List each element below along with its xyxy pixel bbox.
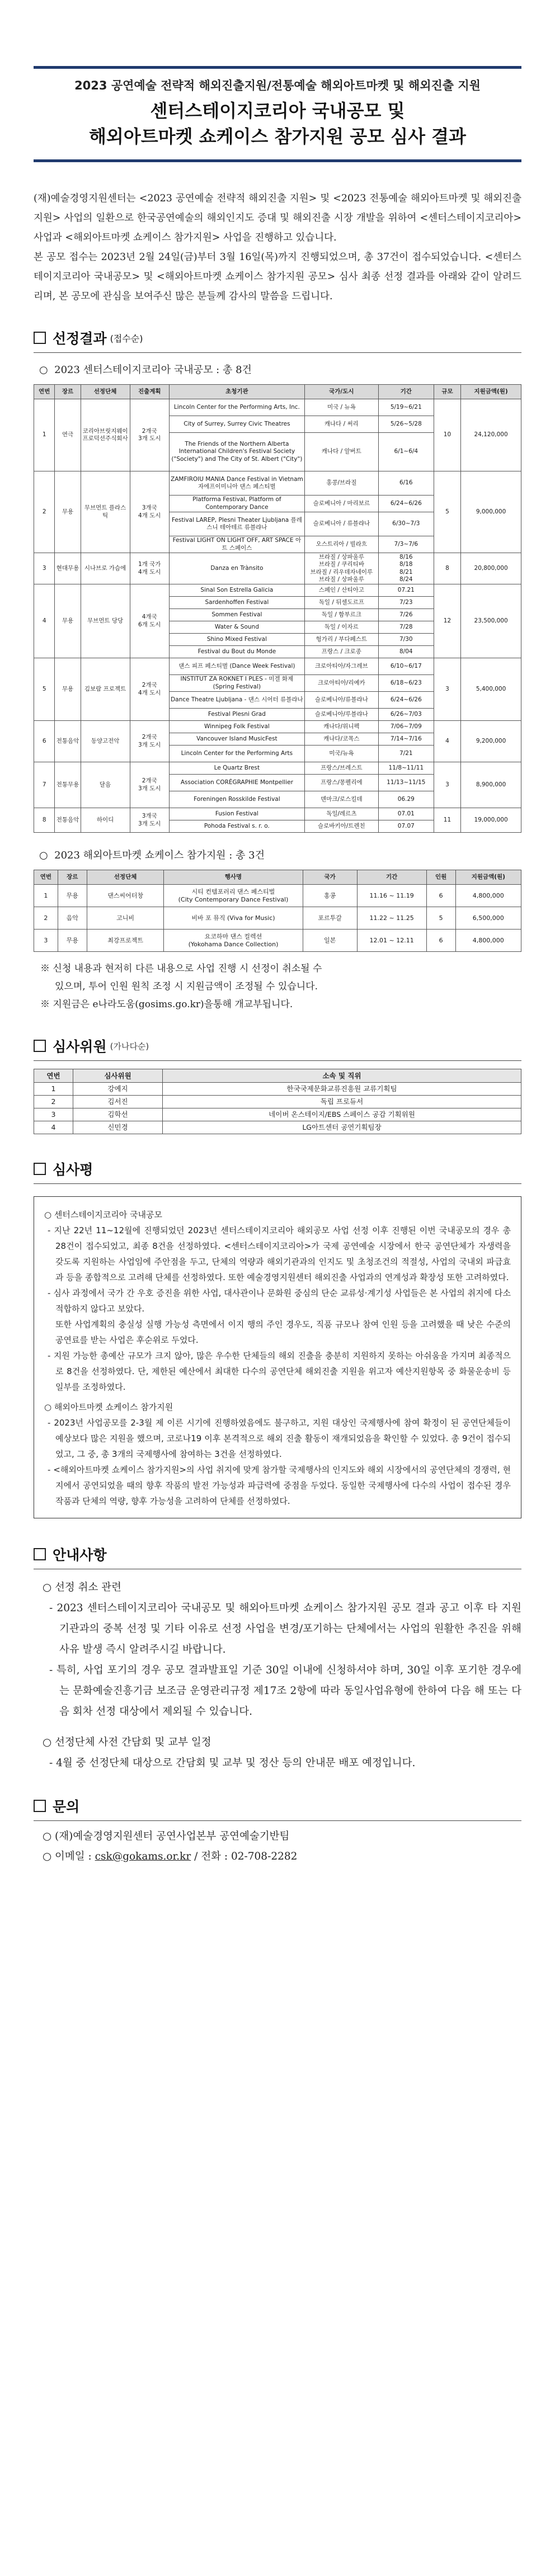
cell-period: 11/8~11/11 bbox=[378, 762, 434, 775]
cell-amount: 9,000,000 bbox=[461, 471, 521, 553]
cell-organization: 하이디 bbox=[81, 808, 130, 833]
cell-amount: 19,000,000 bbox=[461, 808, 521, 833]
cell-plan: 3개국 4개 도시 bbox=[130, 471, 169, 553]
cell-organization: 무브먼트 당당 bbox=[81, 584, 130, 658]
cell-period: 07.01 bbox=[378, 808, 434, 820]
contact-section bbox=[34, 1796, 521, 1867]
section-note: (가나다순) bbox=[110, 1041, 149, 1051]
cell-amount: 4,800,000 bbox=[455, 885, 521, 907]
cell-genre: 무용 bbox=[55, 584, 81, 658]
cell-scale: 11 bbox=[434, 808, 460, 833]
column-header: 기간 bbox=[378, 385, 434, 399]
cell-period: 8/04 bbox=[378, 646, 434, 658]
cell-city: 독일/레르츠 bbox=[304, 808, 378, 820]
cell-number: 7 bbox=[34, 762, 55, 808]
square-bullet-icon bbox=[34, 1040, 46, 1052]
cell-scale: 4 bbox=[434, 721, 460, 762]
square-bullet-icon bbox=[34, 1163, 46, 1175]
cell-scale: 12 bbox=[434, 584, 460, 658]
cell-genre: 음악 bbox=[58, 907, 87, 930]
column-header: 국가/도시 bbox=[304, 385, 378, 399]
note-1: ※ 신청 내용과 현저히 다른 내용으로 사업 진행 시 선정이 취소될 수 bbox=[40, 963, 322, 974]
cell-plan: 2개국 3개 도시 bbox=[130, 762, 169, 808]
column-header: 선정단체 bbox=[81, 385, 130, 399]
cell-scale: 3 bbox=[434, 658, 460, 721]
cell-period: 6/10~6/17 bbox=[378, 658, 434, 675]
domestic-results-table bbox=[34, 384, 521, 833]
cell-city: 프랑스/몽펠리에 bbox=[304, 775, 378, 791]
cell-period: 07.07 bbox=[378, 820, 434, 833]
cell-period: 6/24~6/26 bbox=[378, 496, 434, 512]
section-note: (접수순) bbox=[110, 333, 143, 344]
cell-period: 8/16 8/18 8/21 8/24 bbox=[378, 553, 434, 584]
table-row bbox=[34, 1108, 521, 1121]
section-heading bbox=[34, 1036, 521, 1056]
subheading-domestic: ○ 2023 센터스테이지코리아 국내공모 : 총 8건 bbox=[39, 364, 252, 376]
cell-genre: 전통무용 bbox=[55, 762, 81, 808]
column-header: 지원금액(원) bbox=[455, 870, 521, 885]
section-rule bbox=[34, 352, 521, 353]
section-title: 선정결과 bbox=[53, 331, 107, 347]
cell-event: 시티 컨템포러리 댄스 페스티벌 (City Contemporary Dance Festival) bbox=[164, 885, 303, 907]
note-1-continued: 있으며, 투어 인원 원칙 조정 시 지원금액이 조정될 수 있습니다. bbox=[55, 981, 318, 992]
note-2: ※ 지원금은 e나라도움(gosims.go.kr)을통해 개교부됩니다. bbox=[40, 999, 293, 1010]
cell-organization: 댄스씨어터창 bbox=[87, 885, 164, 907]
cell-period: 7/28 bbox=[378, 621, 434, 634]
cell-host: Dance Theatre Ljubljana - 댄스 시어터 류블랴나 bbox=[169, 692, 304, 709]
title-subtitle: 2023 공연예술 전략적 해외진출지원/전통예술 해외아트마켓 및 해외진출 지원 bbox=[74, 79, 481, 92]
cell-amount: 6,500,000 bbox=[455, 907, 521, 930]
column-header: 소속 및 직위 bbox=[163, 1069, 521, 1083]
cell-genre: 무용 bbox=[58, 885, 87, 907]
cell-period: 6/16 bbox=[378, 471, 434, 496]
section-rule bbox=[34, 1183, 521, 1184]
column-header: 장르 bbox=[55, 385, 81, 399]
page bbox=[0, 66, 555, 2576]
cell-city: 헝가리 / 부다페스트 bbox=[304, 634, 378, 646]
cell-plan: 4개국 6개 도시 bbox=[130, 584, 169, 658]
cell-people: 6 bbox=[426, 930, 455, 952]
table-row bbox=[34, 907, 521, 930]
cell-city: 독일 / 이자르 bbox=[304, 621, 378, 634]
cell-plan: 1개 국가 4개 도시 bbox=[130, 553, 169, 584]
cell-host: Vancouver Island MusicFest bbox=[169, 733, 304, 746]
cell-number: 3 bbox=[34, 930, 58, 952]
title-line-2: 해외아트마켓 쇼케이스 참가지원 공모 심사 결과 bbox=[89, 126, 466, 147]
cell-affiliation: 독립 프로듀서 bbox=[163, 1096, 521, 1108]
cell-amount: 23,500,000 bbox=[461, 584, 521, 658]
table-row bbox=[34, 930, 521, 952]
cell-period: 11.22 ~ 11.25 bbox=[357, 907, 426, 930]
cell-number: 3 bbox=[34, 553, 55, 584]
review-heading-2: ○ 해외아트마켓 쇼케이스 참가지원 bbox=[44, 1402, 173, 1412]
cell-genre: 전통음악 bbox=[55, 808, 81, 833]
cell-period: 11.16 ~ 11.19 bbox=[357, 885, 426, 907]
review-paragraph: - 심사 과정에서 국가 간 우호 증진을 위한 사업, 대사관이나 문화원 중심의 단순 교류성·계기성 사업들은 본 사업의 취지에 다소 적합하지 않다고 보았다. bbox=[48, 1288, 511, 1314]
cell-number: 5 bbox=[34, 658, 55, 721]
cell-number: 8 bbox=[34, 808, 55, 833]
table-row bbox=[34, 553, 521, 584]
cell-number: 1 bbox=[34, 885, 58, 907]
cell-host: Le Quartz Brest bbox=[169, 762, 304, 775]
cell-genre: 현대무용 bbox=[55, 553, 81, 584]
cell-period: 7/23 bbox=[378, 597, 434, 609]
contact-org: ○ (재)예술경영지원센터 공연사업본부 공연예술기반팀 bbox=[43, 1830, 290, 1842]
column-header: 국가 bbox=[303, 870, 357, 885]
cell-plan: 3개국 3개 도시 bbox=[130, 808, 169, 833]
column-header: 연번 bbox=[34, 1069, 73, 1083]
cell-genre: 무용 bbox=[55, 658, 81, 721]
cell-host: Fusion Festival bbox=[169, 808, 304, 820]
cell-city: 캐나다 / 알버트 bbox=[304, 433, 378, 471]
section-heading bbox=[34, 1796, 521, 1816]
cell-country: 홍콩 bbox=[303, 885, 357, 907]
section-title: 문의 bbox=[53, 1799, 80, 1815]
cell-host: 댄스 피프 페스티벌 (Dance Week Festival) bbox=[169, 658, 304, 675]
cell-city: 프랑스 / 크로종 bbox=[304, 646, 378, 658]
cell-host: The Friends of the Northern Alberta International Children's Festival Society ("Society") and The City of St. Albert ("City") bbox=[169, 433, 304, 471]
guide-item: ○ 선정 취소 관련 bbox=[43, 1582, 122, 1593]
cell-number: 2 bbox=[34, 907, 58, 930]
cell-number: 3 bbox=[34, 1108, 73, 1121]
section-rule bbox=[34, 1820, 521, 1821]
column-header: 규모 bbox=[434, 385, 460, 399]
cell-number: 1 bbox=[34, 399, 55, 471]
cell-genre: 무용 bbox=[58, 930, 87, 952]
cell-city: 슬로베니아/루블랴나 bbox=[304, 709, 378, 721]
cell-host: Water & Sound bbox=[169, 621, 304, 634]
square-bullet-icon bbox=[34, 1800, 46, 1812]
judges-section bbox=[34, 1036, 521, 1134]
cell-scale: 5 bbox=[434, 471, 460, 553]
table-header-row bbox=[34, 1069, 521, 1083]
cell-organization: 무브먼트 플라스틱 bbox=[81, 471, 130, 553]
cell-people: 5 bbox=[426, 907, 455, 930]
cell-city: 슬로베니아/류블랴나 bbox=[304, 692, 378, 709]
cell-city: 크로아티아/리예카 bbox=[304, 675, 378, 692]
guide-body bbox=[34, 1577, 521, 1773]
cell-host: City of Surrey, Surrey Civic Theatres bbox=[169, 416, 304, 433]
subheading-text: 2023 센터스테이지코리아 국내공모 : 총 8건 bbox=[54, 364, 252, 376]
guide-detail: - 2023 센터스테이지코리아 국내공모 및 해외아트마켓 쇼케이스 참가지원 공모 결과 공고 이후 타 지원기관과의 중복 선정 및 기타 이유로 선정 사업을 변경/포기하는 단체에서는 사업의 원활한 추진을 위해 사유 발생 즉시 알려주시길 바랍니다. bbox=[49, 1602, 521, 1655]
cell-organization: 코리아브릿지웨이프로덕션주식회사 bbox=[81, 399, 130, 471]
cell-period: 5/26~5/28 bbox=[378, 416, 434, 433]
cell-host: INSTITUT ZA ROKNET I PLES - 미겔 화제 (Spring Festival) bbox=[169, 675, 304, 692]
cell-city: 미국 / 뉴욕 bbox=[304, 399, 378, 416]
cell-number: 4 bbox=[34, 584, 55, 658]
cell-judge-name: 김서진 bbox=[73, 1096, 163, 1108]
review-paragraph: - <해외아트마켓 쇼케이스 참가지원>의 사업 취지에 맞게 참가할 국제행사의 인지도와 해외 시장에서의 공연단체의 경쟁력, 현지에서 공연되었을 때의 향후 작품의 발전 가능성과 파급력에 중점을 두었다. 동일한 국제행사에 다수의 사업이 접수된 경우 작품과 단체의 역량, 향후 가능성을 고려하여 단체를 선정하였다. bbox=[48, 1465, 511, 1506]
section-title: 안내사항 bbox=[53, 1547, 107, 1563]
table-row bbox=[34, 584, 521, 597]
cell-host: Pohoda Festival s. r. o. bbox=[169, 820, 304, 833]
cell-city: 브라질 / 상파울루 브라질 / 쿠리티바 브라질 / 리우데자네이루 브라질 / 상파울루 bbox=[304, 553, 378, 584]
cell-period: 6/26~7/03 bbox=[378, 709, 434, 721]
cell-organization: 달음 bbox=[81, 762, 130, 808]
cell-affiliation: 네이버 온스테이지/EBS 스페이스 공감 기획위원 bbox=[163, 1108, 521, 1121]
column-header: 진출계획 bbox=[130, 385, 169, 399]
cell-event: 비바 포 뮤직 (Viva for Music) bbox=[164, 907, 303, 930]
cell-period: 5/19~6/21 bbox=[378, 399, 434, 416]
cell-host: Shino Mixed Festival bbox=[169, 634, 304, 646]
cell-city: 독일 / 함부르크 bbox=[304, 609, 378, 621]
section-heading bbox=[34, 1544, 521, 1564]
cell-period: 12.01 ~ 12.11 bbox=[357, 930, 426, 952]
cell-affiliation: 한국국제문화교류진흥원 교류기획팀 bbox=[163, 1083, 521, 1096]
cell-city: 캐나다/위니펙 bbox=[304, 721, 378, 733]
cell-city: 슬로베니아 / 마리보르 bbox=[304, 496, 378, 512]
cell-host: Association CORÉGRAPHIE Montpellier bbox=[169, 775, 304, 791]
cell-amount: 20,800,000 bbox=[461, 553, 521, 584]
column-header: 장르 bbox=[58, 870, 87, 885]
cell-organization: 김보람 프로젝트 bbox=[81, 658, 130, 721]
cell-host: Winnipeg Folk Festival bbox=[169, 721, 304, 733]
guide-detail: - 4월 중 선정단체 대상으로 간담회 및 교부 및 정산 등의 안내문 배포 예정입니다. bbox=[49, 1757, 416, 1769]
cell-organization: 시나브로 가슴에 bbox=[81, 553, 130, 584]
cell-host: Platforma Festival, Platform of Contemporary Dance bbox=[169, 496, 304, 512]
cell-country: 일본 bbox=[303, 930, 357, 952]
column-header: 선정단체 bbox=[87, 870, 164, 885]
email-link[interactable]: csk@gokams.or.kr bbox=[95, 1851, 191, 1862]
table-header-row bbox=[34, 870, 521, 885]
cell-number: 1 bbox=[34, 1083, 73, 1096]
cell-period: 6/1~6/4 bbox=[378, 433, 434, 471]
cell-country: 포르투갈 bbox=[303, 907, 357, 930]
column-header: 초청기관 bbox=[169, 385, 304, 399]
column-header: 지원금액(원) bbox=[461, 385, 521, 399]
review-paragraph: - 지난 22년 11~12월에 진행되었던 2023년 센터스테이지코리아 해외공모 사업 선정 이후 진행된 이번 국내공모의 경우 총 28건이 접수되었고, 최종 8건을 선정하였다. <센터스테이지코리아>가 국제 공연예술 시장에서 한국 공연단체가 자생력을 갖도록 지원하는 사업임에 주안점을 두고, 단체의 역량과 해외기관과의 인지도 및 초청조건의 적절성, 사업의 국내외 파급효과 등을 종합적으로 고려해 단체를 선정하였다. 또한 예술경영지원센터 해외진출 사업과의 연계성과 확장성 또한 고려하였다. bbox=[48, 1225, 511, 1282]
cell-number: 2 bbox=[34, 471, 55, 553]
cell-period: 6/18~6/23 bbox=[378, 675, 434, 692]
cell-host: Festival du Bout du Monde bbox=[169, 646, 304, 658]
column-header: 인원 bbox=[426, 870, 455, 885]
cell-amount: 9,200,000 bbox=[461, 721, 521, 762]
intro-paragraph-1: (재)예술경영지원센터는 <2023 공연예술 전략적 해외진출 지원> 및 <2023 전통예술 해외아트마켓 및 해외진출 지원> 사업의 일환으로 한국공연예술의 해외인지도 증대 및 해외진출 시장 개발을 위하여 <센터스테이지코리아> 사업과 <해외아트마켓 쇼케이스 참가지원> 사업을 진행하고 있습니다. bbox=[34, 193, 521, 243]
section-title: 심사위원 bbox=[53, 1039, 107, 1055]
cell-city: 슬로바키아/트렌친 bbox=[304, 820, 378, 833]
cell-plan: 2개국 3개 도시 bbox=[130, 399, 169, 471]
table-row bbox=[34, 721, 521, 733]
contact-phone: / 전화 : 02-708-2282 bbox=[191, 1851, 298, 1862]
cell-city: 프랑스/브레스트 bbox=[304, 762, 378, 775]
table-row bbox=[34, 1083, 521, 1096]
review-paragraph: - 2023년 사업공모를 2-3월 제 이른 시기에 진행하였음에도 불구하고, 지원 대상인 국제행사에 참여 확정이 된 공연단체들이 예상보다 많은 지원을 했으며, 코로나19 이후 본격적으로 해외 진출 활동이 재개되었음을 확인할 수 있었다. 총 9건이 접수되었고, 그 중, 총 3개의 국제행사에 참여하는 3건을 선정하였다. bbox=[48, 1418, 511, 1459]
cell-host: ZAMFIROIU MANIA Dance Festival in Vietnam 자에프이미니아 댄스 페스티벌 bbox=[169, 471, 304, 496]
intro-paragraph-2: 본 공모 접수는 2023년 2월 24일(금)부터 3월 16일(목)까지 진행되었으며, 총 37건이 접수되었습니다. <센터스테이지코리아 국내공모> 및 <해외아트마켓 쇼케이스 참가지원 공모> 심사 최종 선정 결과를 아래와 같이 알려드리며, 본 공모에 관심을 보여주신 많은 분들께 감사의 말씀을 드립니다. bbox=[34, 252, 521, 302]
cell-host: Danza en Trànsito bbox=[169, 553, 304, 584]
cell-scale: 8 bbox=[434, 553, 460, 584]
review-box bbox=[34, 1196, 521, 1518]
table-row bbox=[34, 762, 521, 775]
table-row bbox=[34, 808, 521, 820]
artmarket-results-table bbox=[34, 870, 521, 952]
cell-host: Sommen Festival bbox=[169, 609, 304, 621]
column-header: 행사명 bbox=[164, 870, 303, 885]
intro bbox=[34, 189, 521, 306]
cell-period: 07.21 bbox=[378, 584, 434, 597]
cell-city: 홍콩/브라질 bbox=[304, 471, 378, 496]
column-header: 연번 bbox=[34, 385, 55, 399]
cell-number: 6 bbox=[34, 721, 55, 762]
cell-host: Lincoln Center for the Performing Arts bbox=[169, 746, 304, 762]
cell-city: 오스트리아 / 빌라흐 bbox=[304, 536, 378, 553]
cell-city: 캐나다/코목스 bbox=[304, 733, 378, 746]
square-bullet-icon bbox=[34, 1548, 46, 1560]
cell-period: 06.29 bbox=[378, 791, 434, 808]
cell-period: 6/30~7/3 bbox=[378, 512, 434, 536]
notes bbox=[34, 960, 521, 1013]
cell-city: 캐나다 / 써리 bbox=[304, 416, 378, 433]
table-row bbox=[34, 1121, 521, 1134]
contact-prefix: ○ 이메일 : bbox=[43, 1851, 95, 1862]
cell-period: 11/13~11/15 bbox=[378, 775, 434, 791]
column-header: 심사위원 bbox=[73, 1069, 163, 1083]
judges-table bbox=[34, 1069, 521, 1134]
cell-judge-name: 김학선 bbox=[73, 1108, 163, 1121]
title-line-1: 센터스테이지코리아 국내공모 및 bbox=[150, 100, 405, 121]
cell-genre: 연극 bbox=[55, 399, 81, 471]
cell-host: Festival LAREP, Plesni Theater Ljubljana 플레스니 테아테르 류블랴나 bbox=[169, 512, 304, 536]
cell-scale: 3 bbox=[434, 762, 460, 808]
contact-line bbox=[43, 1847, 521, 1867]
cell-host: Festival LIGHT ON LIGHT OFF, ART SPACE 아트 스페이스 bbox=[169, 536, 304, 553]
cell-period: 6/24~6/26 bbox=[378, 692, 434, 709]
column-header: 기간 bbox=[357, 870, 426, 885]
cell-amount: 5,400,000 bbox=[461, 658, 521, 721]
selection-results-section bbox=[34, 328, 521, 1013]
cell-host: Sinal Son Estrella Galicia bbox=[169, 584, 304, 597]
guide-item: ○ 선정단체 사전 간담회 및 교부 일정 bbox=[43, 1737, 211, 1748]
cell-period: 7/06~7/09 bbox=[378, 721, 434, 733]
cell-city: 독일 / 뒤셀도르프 bbox=[304, 597, 378, 609]
cell-host: Lincoln Center for the Performing Arts, Inc. bbox=[169, 399, 304, 416]
cell-host: Foreningen Rosskilde Festival bbox=[169, 791, 304, 808]
table-row bbox=[34, 1096, 521, 1108]
cell-people: 6 bbox=[426, 885, 455, 907]
contact-body bbox=[34, 1827, 521, 1867]
cell-host: Festival Plesni Grad bbox=[169, 709, 304, 721]
cell-city: 미국/뉴욕 bbox=[304, 746, 378, 762]
review-paragraph: - 지원 가능한 총예산 규모가 크지 않아, 많은 우수한 단체들의 해외 진출을 충분히 지원하지 못하는 아쉬움을 가지며 최종적으로 8건을 선정하였다. 단, 제한된 예산에서 최대한 다수의 공연단체 해외진출 지원을 위고자 예산지원항목 중 화물운송비 등 일부를 조정하였다. bbox=[48, 1351, 511, 1392]
table-header-row bbox=[34, 385, 521, 399]
cell-amount: 8,900,000 bbox=[461, 762, 521, 808]
guide-detail: - 특히, 사업 포기의 경우 공모 결과발표일 기준 30일 이내에 신청하셔야 하며, 30일 이후 포기한 경우에는 문화예술진흥기금 보조금 운영관리규정 제17조 2항에 따라 동일사업유형에 한하여 다음 해 또는 다음 회차 선정 대상에서 제외될 수 있습니다. bbox=[49, 1664, 521, 1718]
cell-period: 7/21 bbox=[378, 746, 434, 762]
title-box bbox=[34, 66, 521, 162]
section-rule bbox=[34, 1060, 521, 1061]
cell-number: 2 bbox=[34, 1096, 73, 1108]
cell-amount: 4,800,000 bbox=[455, 930, 521, 952]
cell-period: 7/3~7/6 bbox=[378, 536, 434, 553]
cell-genre: 무용 bbox=[55, 471, 81, 553]
subheading-artmarket: ○ 2023 해외아트마켓 쇼케이스 참가지원 : 총 3건 bbox=[39, 850, 265, 861]
column-header: 연번 bbox=[34, 870, 58, 885]
cell-plan: 2개국 4개 도시 bbox=[130, 658, 169, 721]
cell-period: 7/14~7/16 bbox=[378, 733, 434, 746]
table-row bbox=[34, 658, 521, 675]
cell-city: 스페인 / 산티아고 bbox=[304, 584, 378, 597]
subheading-text: 2023 해외아트마켓 쇼케이스 참가지원 : 총 3건 bbox=[54, 850, 265, 861]
cell-city: 크로아티아/자그레브 bbox=[304, 658, 378, 675]
cell-city: 슬로베니아 / 류블랴나 bbox=[304, 512, 378, 536]
review-paragraph: 또한 사업계획의 충실성 실행 가능성 측면에서 이지 행의 주인 경우도, 직품 규모나 참여 인원 등을 고려했을 때 낮은 수준의 공연료를 받는 사업은 후순위로 두었다. bbox=[55, 1319, 511, 1345]
cell-event: 요코하마 댄스 컬렉션 (Yokohama Dance Collection) bbox=[164, 930, 303, 952]
table-row bbox=[34, 399, 521, 416]
section-heading bbox=[34, 328, 521, 348]
cell-scale: 10 bbox=[434, 399, 460, 471]
cell-number: 4 bbox=[34, 1121, 73, 1134]
cell-period: 7/30 bbox=[378, 634, 434, 646]
cell-organization: 최강프로젝트 bbox=[87, 930, 164, 952]
cell-amount: 24,120,000 bbox=[461, 399, 521, 471]
guide-section bbox=[34, 1544, 521, 1773]
cell-city: 덴마크/로스킬데 bbox=[304, 791, 378, 808]
section-heading bbox=[34, 1159, 521, 1179]
cell-judge-name: 신민경 bbox=[73, 1121, 163, 1134]
table-row bbox=[34, 885, 521, 907]
cell-genre: 전통음악 bbox=[55, 721, 81, 762]
square-bullet-icon bbox=[34, 332, 46, 344]
cell-affiliation: LG아트센터 공연기획팀장 bbox=[163, 1121, 521, 1134]
cell-period: 7/26 bbox=[378, 609, 434, 621]
cell-plan: 2개국 3개 도시 bbox=[130, 721, 169, 762]
table-row bbox=[34, 471, 521, 496]
review-section bbox=[34, 1159, 521, 1518]
section-title: 심사평 bbox=[53, 1162, 93, 1178]
review-heading-1: ○ 센터스테이지코리아 국내공모 bbox=[44, 1210, 162, 1220]
cell-organization: 동양고전악 bbox=[81, 721, 130, 762]
cell-host: Sardenhoffen Festival bbox=[169, 597, 304, 609]
cell-judge-name: 강예지 bbox=[73, 1083, 163, 1096]
cell-organization: 고니비 bbox=[87, 907, 164, 930]
